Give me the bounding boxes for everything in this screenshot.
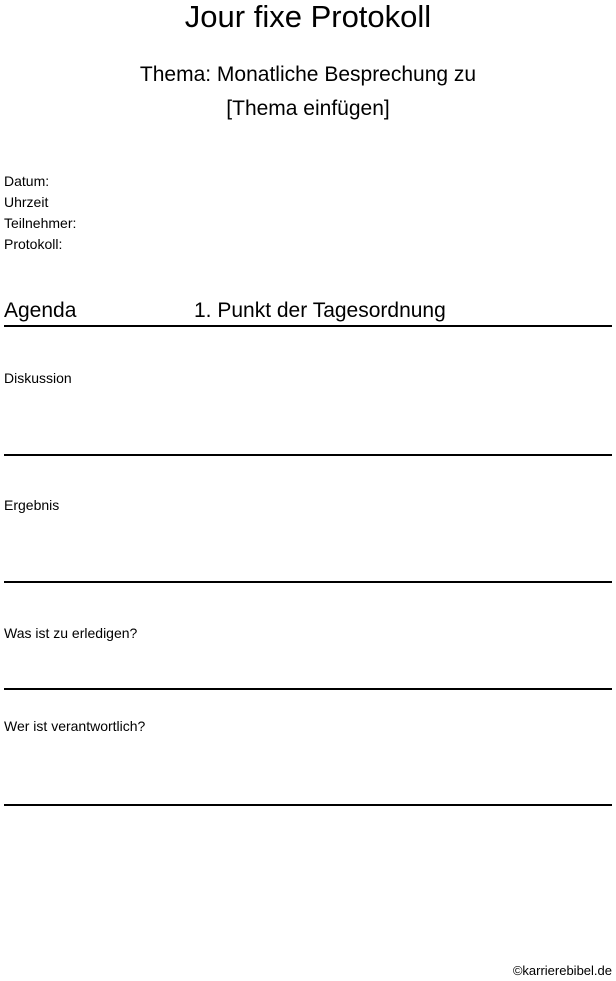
responsible-divider [4, 804, 612, 806]
minutes-label: Protokoll: [4, 236, 63, 252]
agenda-item-title: 1. Punkt der Tagesordnung [194, 299, 446, 322]
result-divider [4, 581, 612, 583]
copyright-footer: ©karrierebibel.de [512, 963, 612, 978]
participants-label: Teilnehmer: [4, 215, 77, 231]
time-label: Uhrzeit [4, 194, 49, 210]
todo-divider [4, 688, 612, 690]
subtitle-line-2: [Thema einfügen] [226, 97, 390, 120]
meta-fields [4, 171, 76, 255]
subtitle-line-1: Thema: Monatliche Besprechung zu [139, 63, 477, 86]
document-subtitle [0, 58, 616, 126]
discussion-label: Diskussion [4, 370, 72, 386]
date-label: Datum: [4, 173, 50, 189]
agenda-heading [4, 296, 612, 326]
result-label: Ergebnis [4, 497, 60, 513]
document-title: Jour fixe Protokoll [184, 0, 432, 34]
todo-label: Was ist zu erledigen? [4, 625, 138, 641]
agenda-label: Agenda [4, 299, 77, 322]
discussion-divider [4, 454, 612, 456]
agenda-divider [4, 325, 612, 327]
responsible-label: Wer ist verantwortlich? [4, 718, 146, 734]
